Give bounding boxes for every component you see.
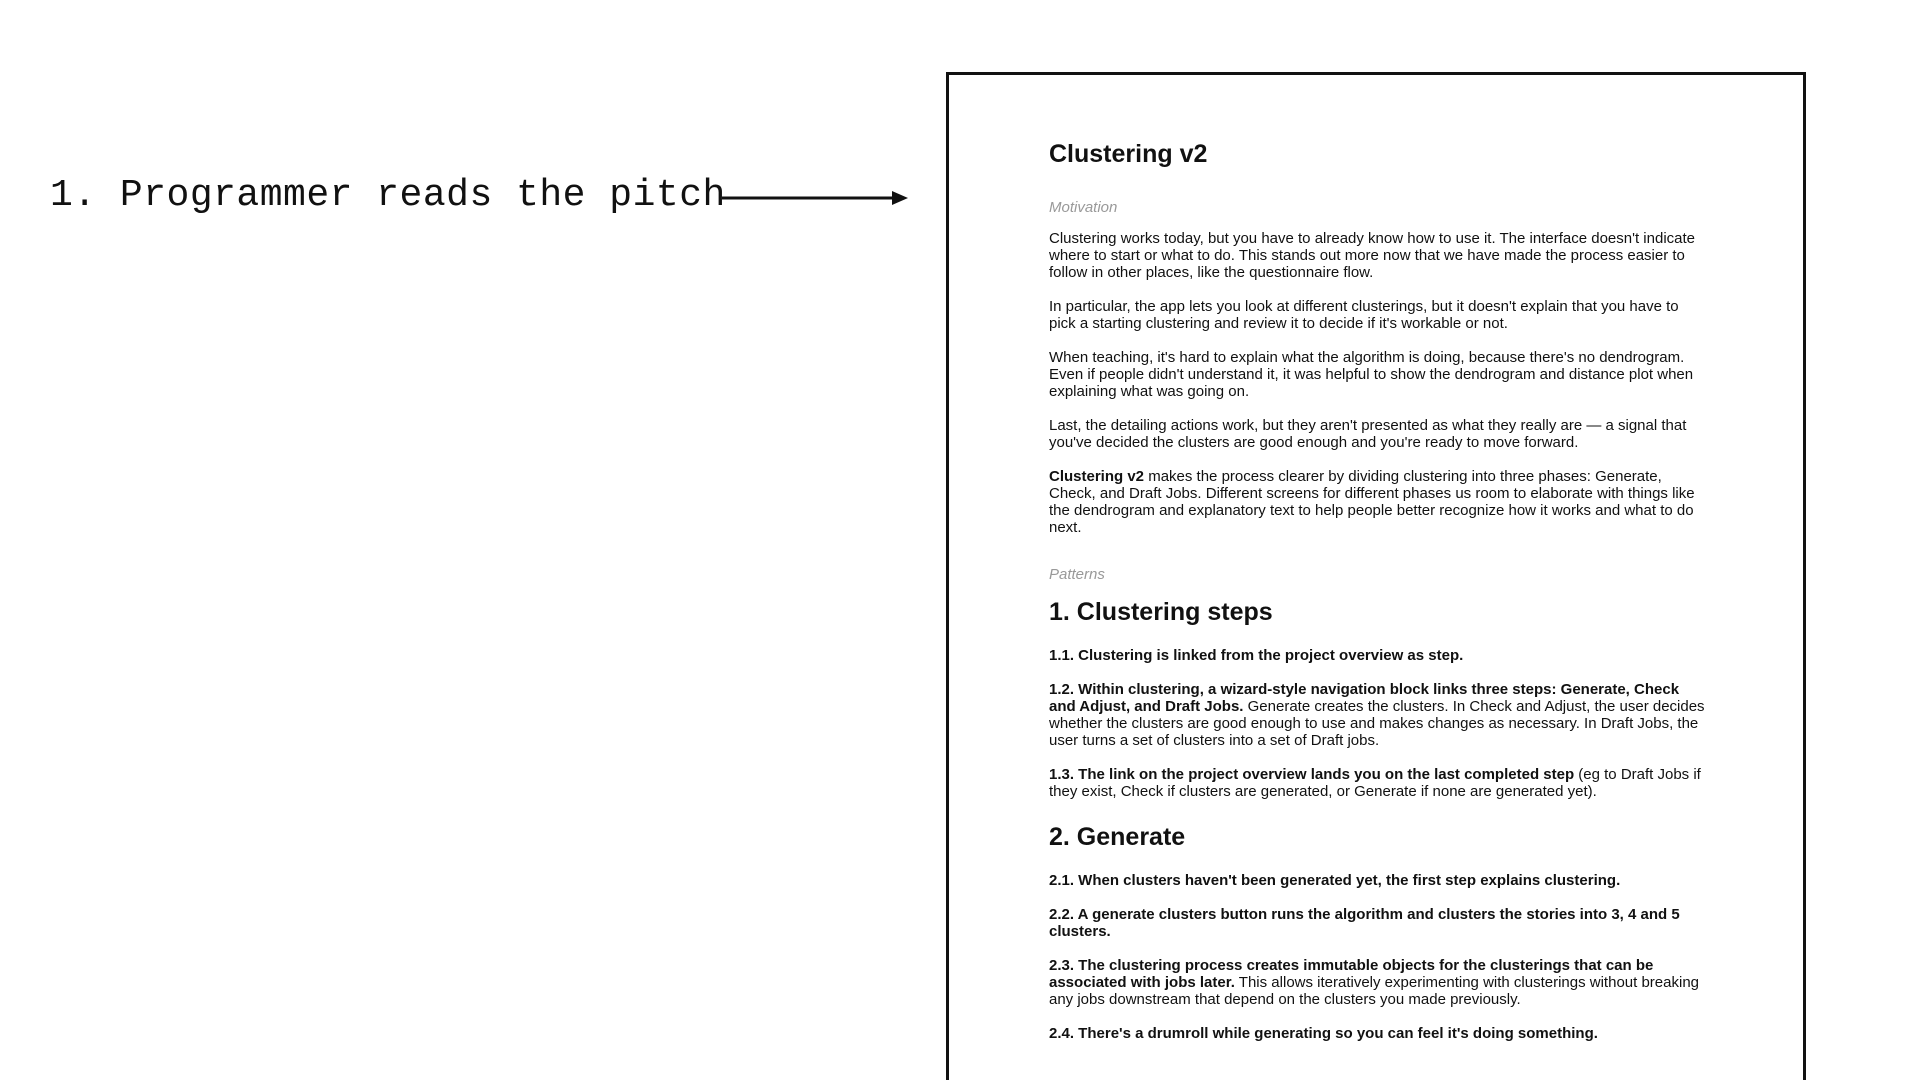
pattern-item-text: (eg to Draft Jobs if they exist, Check if clusters are generated, or Generate if none are generated yet).	[1049, 766, 1701, 800]
pattern-item-bold: 1.2. Within clustering, a wizard-style navigation block links three steps: Generate, Check and Adjust, and Draft Jobs.	[1049, 681, 1680, 715]
motivation-paragraph: When teaching, it's hard to explain what the algorithm is doing, because there's no dendrogram. Even if people didn't understand it, it was helpful to show the dendrogram and distance plot when explaining what was going on.	[1049, 349, 1694, 400]
motivation-paragraph: In particular, the app lets you look at different clusterings, but it doesn't explain that you have to pick a starting clustering and review it to decide if it's workable or not.	[1049, 298, 1679, 332]
pattern-item	[1049, 957, 1709, 1008]
right-arrow-icon	[720, 183, 910, 213]
summary-bold-text: Clustering v2	[1049, 468, 1145, 485]
pattern-item-bold: 2.4. There's a drumroll while generating so you can feel it's doing something.	[1049, 1025, 1598, 1042]
document-page	[946, 72, 1806, 1080]
pattern-item	[1049, 906, 1709, 940]
pattern-item-bold: 1.3. The link on the project overview lands you on the last completed step	[1049, 766, 1575, 783]
motivation-paragraph: Last, the detailing actions work, but they aren't presented as what they really are — a signal that you've decided the clusters are good enough and you're ready to move forward.	[1049, 417, 1687, 451]
pattern-item-text: This allows iteratively experimenting with clusterings without breaking any jobs downstream that depend on the clusters you made previously.	[1049, 974, 1700, 1008]
pattern-item-bold: 2.2. A generate clusters button runs the algorithm and clusters the stories into 3, 4 and 5 clusters.	[1049, 906, 1680, 940]
section-heading: 1. Clustering steps	[1049, 598, 1273, 626]
pattern-item-text: Generate creates the clusters. In Check and Adjust, the user decides whether the clusters are good enough to use and makes changes as necessary. In Draft Jobs, the user turns a set of clusters into a set of Draft jobs.	[1049, 698, 1705, 749]
step-caption: 1. Programmer reads the pitch	[50, 174, 726, 217]
patterns-label: Patterns	[1049, 566, 1105, 583]
pattern-item-bold: 2.3. The clustering process creates immutable objects for the clusterings that can be associated with jobs later.	[1049, 957, 1654, 991]
section-heading: 2. Generate	[1049, 823, 1186, 851]
pattern-item	[1049, 766, 1709, 800]
document-content	[1049, 139, 1709, 1059]
pattern-item	[1049, 681, 1709, 749]
pattern-item-bold: 2.1. When clusters haven't been generated yet, the first step explains clustering.	[1049, 872, 1621, 889]
pattern-item-bold: 1.1. Clustering is linked from the project overview as step.	[1049, 647, 1464, 664]
motivation-summary	[1049, 468, 1709, 536]
document-title: Clustering v2	[1049, 140, 1208, 168]
pattern-item	[1049, 1025, 1709, 1042]
motivation-label: Motivation	[1049, 199, 1118, 216]
motivation-paragraph: Clustering works today, but you have to already know how to use it. The interface doesn't indicate where to start or what to do. This stands out more now that we have made the process easier to follow in other places, like the questionnaire flow.	[1049, 230, 1696, 281]
summary-text: makes the process clearer by dividing clustering into three phases: Generate, Check, and Draft Jobs. Different screens for different phases us room to elaborate with things like the dendrogram and explanatory text to help people better recognize how it works and what to do next.	[1049, 468, 1695, 536]
pattern-item	[1049, 647, 1709, 664]
pattern-item	[1049, 872, 1709, 889]
